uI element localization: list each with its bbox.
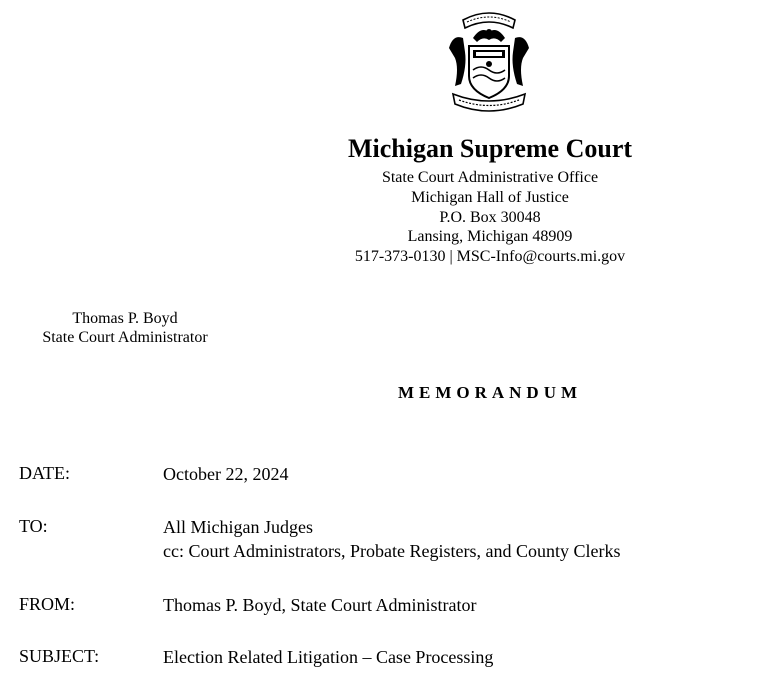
administrator-block: [0, 309, 250, 347]
subject-label: SUBJECT:: [19, 646, 100, 666]
contact-line: 517-373-0130 | MSC-Info@courts.mi.gov: [354, 248, 626, 266]
memo-heading: MEMORANDUM: [397, 383, 583, 402]
city-line: Lansing, Michigan 48909: [407, 228, 573, 246]
building-line: Michigan Hall of Justice: [411, 188, 569, 206]
court-address-block: [290, 168, 690, 267]
date-value: October 22, 2024: [163, 464, 289, 484]
from-value: Thomas P. Boyd, State Court Administrator: [163, 595, 477, 615]
date-label: DATE:: [19, 463, 70, 483]
administrator-title: State Court Administrator: [42, 329, 208, 346]
to-label: TO:: [19, 516, 48, 536]
office-line: State Court Administrative Office: [381, 169, 599, 186]
subject-value: Election Related Litigation – Case Processing: [163, 647, 494, 667]
court-name: Michigan Supreme Court: [347, 134, 633, 163]
to-value: All Michigan Judges: [163, 517, 313, 537]
cc-value: cc: Court Administrators, Probate Registers, and County Clerks: [163, 541, 621, 561]
po-box-line: P.O. Box 30048: [439, 208, 541, 226]
michigan-seal-icon: [443, 8, 535, 114]
administrator-name: Thomas P. Boyd: [72, 310, 178, 327]
from-label: FROM:: [19, 594, 76, 614]
